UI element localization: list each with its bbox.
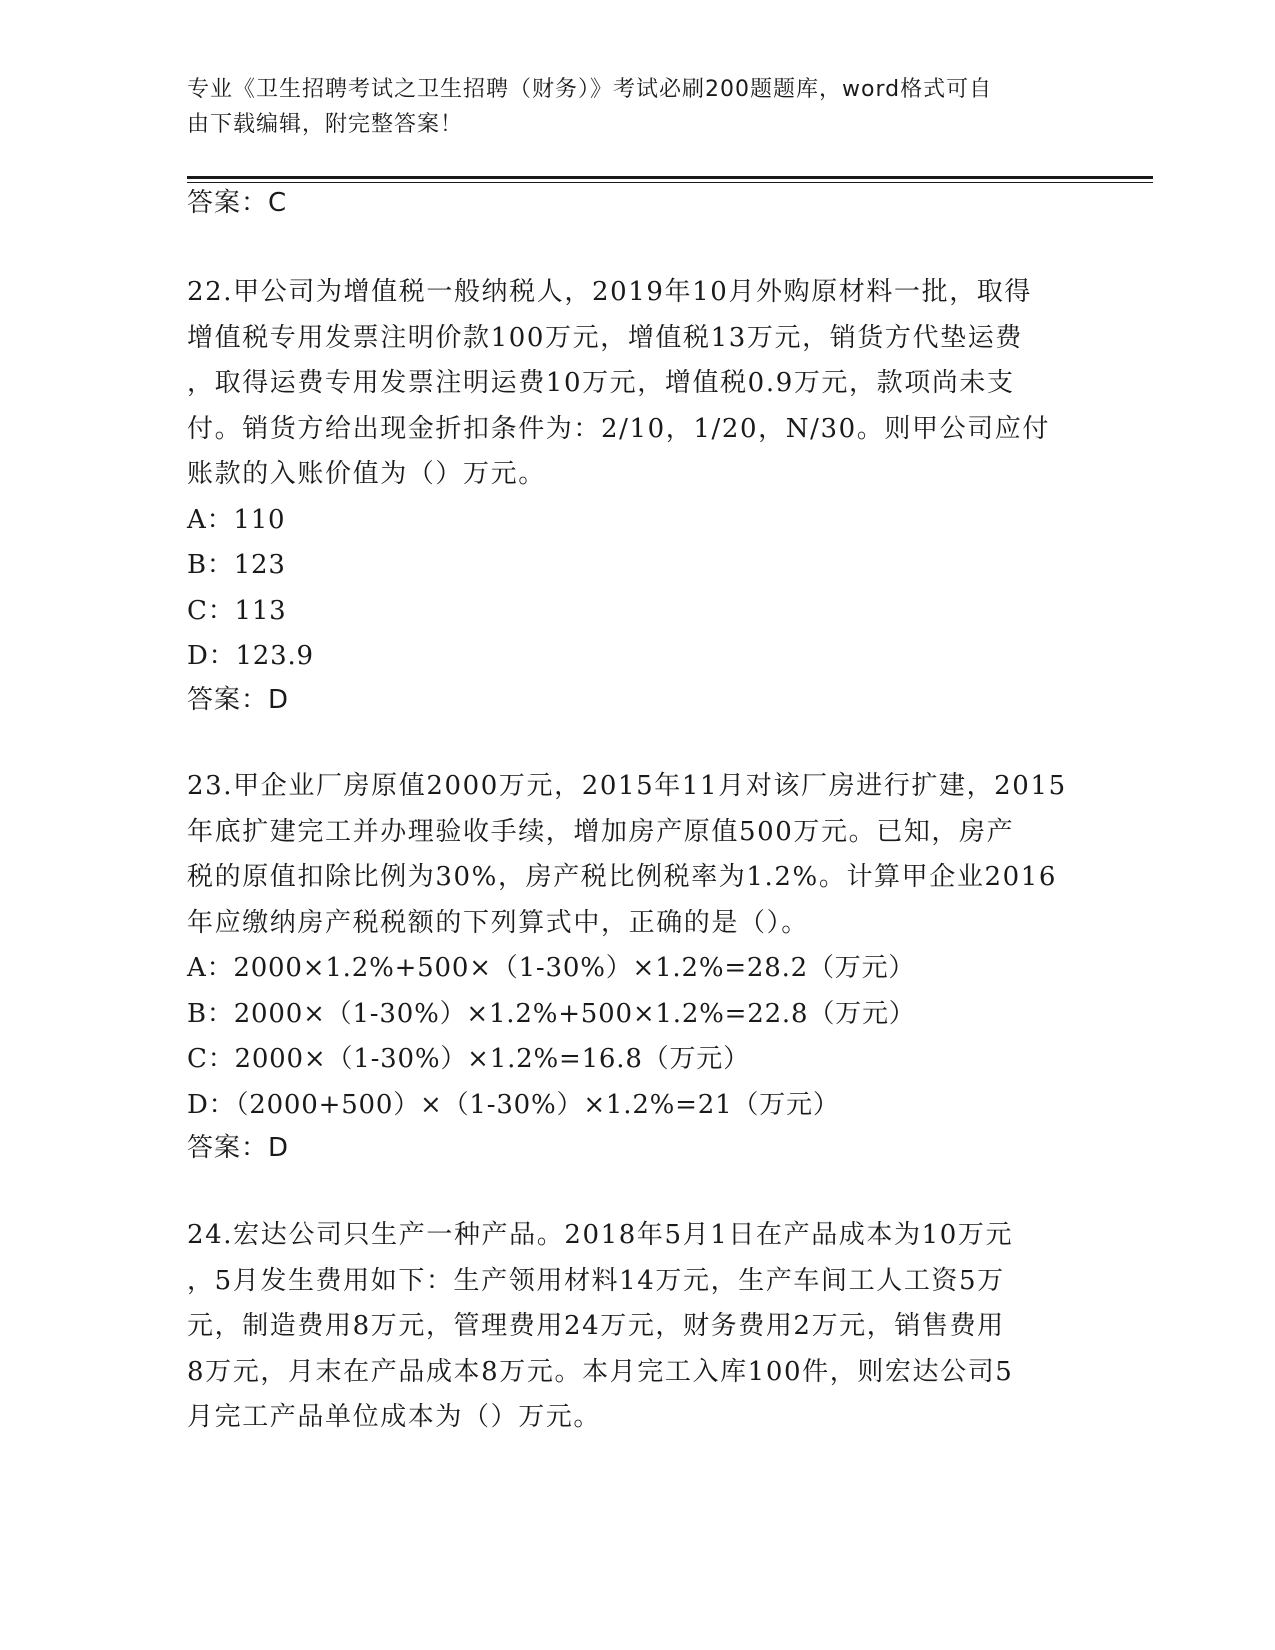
question-23-line: 税的原值扣除比例为30%，房产税比例税率为1.2%。计算甲企业2016	[187, 862, 1058, 892]
question-23-line: 23.甲企业厂房原值2000万元，2015年11月对该厂房进行扩建，2015	[187, 771, 1067, 801]
question-22-line: 增值税专用发票注明价款100万元，增值税13万元，销货方代垫运费	[187, 322, 1023, 353]
question-23	[187, 764, 1087, 1168]
question-22-line: ，取得运费专用发票注明运费10万元，增值税0.9万元，款项尚未支	[187, 368, 1015, 398]
question-23-option-b: B：2000×（1-30%）×1.2%+500×1.2%=22.8（万元）	[187, 998, 916, 1029]
question-24-line: 月完工产品单位成本为（）万元。	[187, 1402, 602, 1432]
question-22-option-c: C：113	[187, 595, 287, 626]
question-24	[187, 1213, 1087, 1441]
question-23-option-c: C：2000×（1-30%）×1.2%=16.8（万元）	[187, 1044, 750, 1074]
question-23-line: 年应缴纳房产税税额的下列算式中，正确的是（）。	[187, 907, 809, 938]
page-header	[187, 72, 1067, 142]
question-22-line: 付。销货方给出现金折扣条件为：2/10，1/20，N/30。则甲公司应付	[187, 413, 1050, 444]
question-22-text	[187, 270, 1067, 498]
header-divider-thick	[187, 176, 1153, 179]
question-23-text	[187, 764, 1067, 946]
header-line-1: 专业《卫生招聘考试之卫生招聘（财务）》考试必刷200题题库，word格式可自	[187, 77, 993, 102]
answer-previous: 答案：C	[187, 188, 288, 218]
question-24-text	[187, 1213, 1067, 1441]
question-22-line: 22.甲公司为增值税一般纳税人，2019年10月外购原材料一批，取得	[187, 277, 1033, 307]
question-24-line: 24.宏达公司只生产一种产品。2018年5月1日在产品成本为10万元	[187, 1220, 1014, 1250]
question-23-answer: 答案：D	[187, 1133, 290, 1163]
question-24-line: 8万元，月末在产品成本8万元。本月完工入库100件，则宏达公司5	[187, 1356, 1014, 1387]
question-24-line: ，5月发生费用如下：生产领用材料14万元，生产车间工人工资5万	[187, 1265, 1005, 1296]
question-22-line: 账款的入账价值为（）万元。	[187, 459, 546, 489]
question-22-option-a: A：110	[187, 504, 286, 535]
question-23-line: 年底扩建完工并办理验收手续，增加房产原值500万元。已知，房产	[187, 816, 1015, 847]
question-23-option-a: A：2000×1.2%+500×（1-30%）×1.2%=28.2（万元）	[187, 953, 916, 983]
question-22-option-b: B：123	[187, 550, 286, 580]
question-23-option-d: D：（2000+500）×（1-30%）×1.2%=21（万元）	[187, 1089, 840, 1120]
question-22	[187, 270, 1087, 720]
header-line-2: 由下载编辑，附完整答案！	[187, 112, 464, 137]
question-22-option-d: D：123.9	[187, 641, 314, 671]
question-24-line: 元，制造费用8万元，管理费用24万元，财务费用2万元，销售费用	[187, 1311, 1005, 1341]
question-22-answer: 答案：D	[187, 684, 290, 715]
